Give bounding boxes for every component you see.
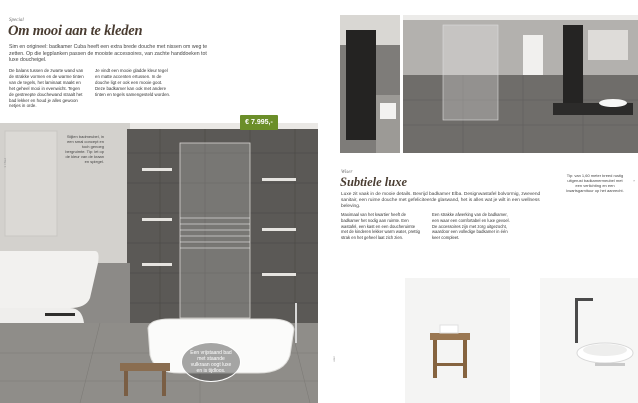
body-column-2: Je vindt een mooie gladde kleur tegel en matte accenten ertussen. In de douche ligt er ook een mooie goot. Deze badkamer kan ook met andere tinten en tegels samengesteld worden.: [95, 68, 171, 97]
page-headline: Om mooi aan te kleden: [8, 23, 143, 39]
callout-oval: [181, 342, 241, 382]
bathroom-photo-cabinet: [340, 15, 400, 153]
wide-bathroom-illustration: [403, 15, 638, 153]
right-callout: Tip: van 1,60 meter breed rustig uitgerust badkamermeubel met een verlichting en een kwartsgarnituur op het aanrecht.: [566, 173, 624, 193]
right-lead-paragraph: Luxe zit vaak in de mooie details. Bevrijd badkamer Elba. Designwastafel bolvormig, zwevend sanitair, een ruime douche met gefeliciteerde glaswand, het is alles wat je wilt in een wellness beleving.: [341, 192, 541, 209]
price-badge: € 7.995,-: [240, 115, 278, 130]
right-kicker: Wiser: [341, 170, 353, 175]
folio-left: 3 / Bad: [3, 158, 7, 168]
right-body-column-1: Maximaal van het kwartier heeft de badkamer het nodig aan ruimte. Een wastafel, een kast en een doucheruimte met de kinderen lekker warm water, prettig strak en het geheel laat zich zien.: [341, 212, 420, 241]
bathroom-photo-main: [0, 123, 318, 403]
callout-oval-text: Een vrijstaand bad met staande vulkraan oogt luxe en is tijdloos.: [190, 350, 232, 374]
stool-photo: [405, 278, 510, 403]
basin-illustration: [540, 278, 638, 403]
body-column-1: De balans tussen de zwarte wand van de strakke vormen en de warme tinten van de tegels, het laminaat maakt en het geheel mooi in evenwicht. Tegen de gestreepte douchewand straalt het bad lekker en houd je alles gewoon netjes in orde.: [9, 68, 84, 109]
intro-paragraph: Sim en origineel: badkamer Cuba heeft een extra brede douche met nissen om weg te zetten. Op die legplanken passen de mooiste accessoires, van zachte handdoeken tot luxe doucheigel.: [9, 44, 208, 63]
bathroom-photo-wide: [403, 15, 638, 153]
callout-top-left: Stijlen badmeubel, in een smal concept en toch genoeg bergruimte. Tip: let op de kleur van de kraan en spiegel.: [65, 134, 104, 164]
bathroom-illustration: [0, 123, 318, 403]
cabinet-illustration: [340, 15, 400, 153]
right-body-column-2: Een strakke afwerking van de badkamer, een waar een comfortabel en luxe gevoel. De accessoires zijn met zorg uitgezocht, waardoor een volledige badkamer in één keer compleet.: [432, 212, 510, 241]
basin-photo: [540, 278, 638, 403]
section-kicker: Special: [9, 18, 24, 23]
folio-right-edge: 3: [632, 180, 636, 182]
folio-right-left: elan: [332, 356, 336, 362]
stool-illustration: [405, 278, 510, 403]
right-headline: Subtiele luxe: [340, 175, 408, 189]
